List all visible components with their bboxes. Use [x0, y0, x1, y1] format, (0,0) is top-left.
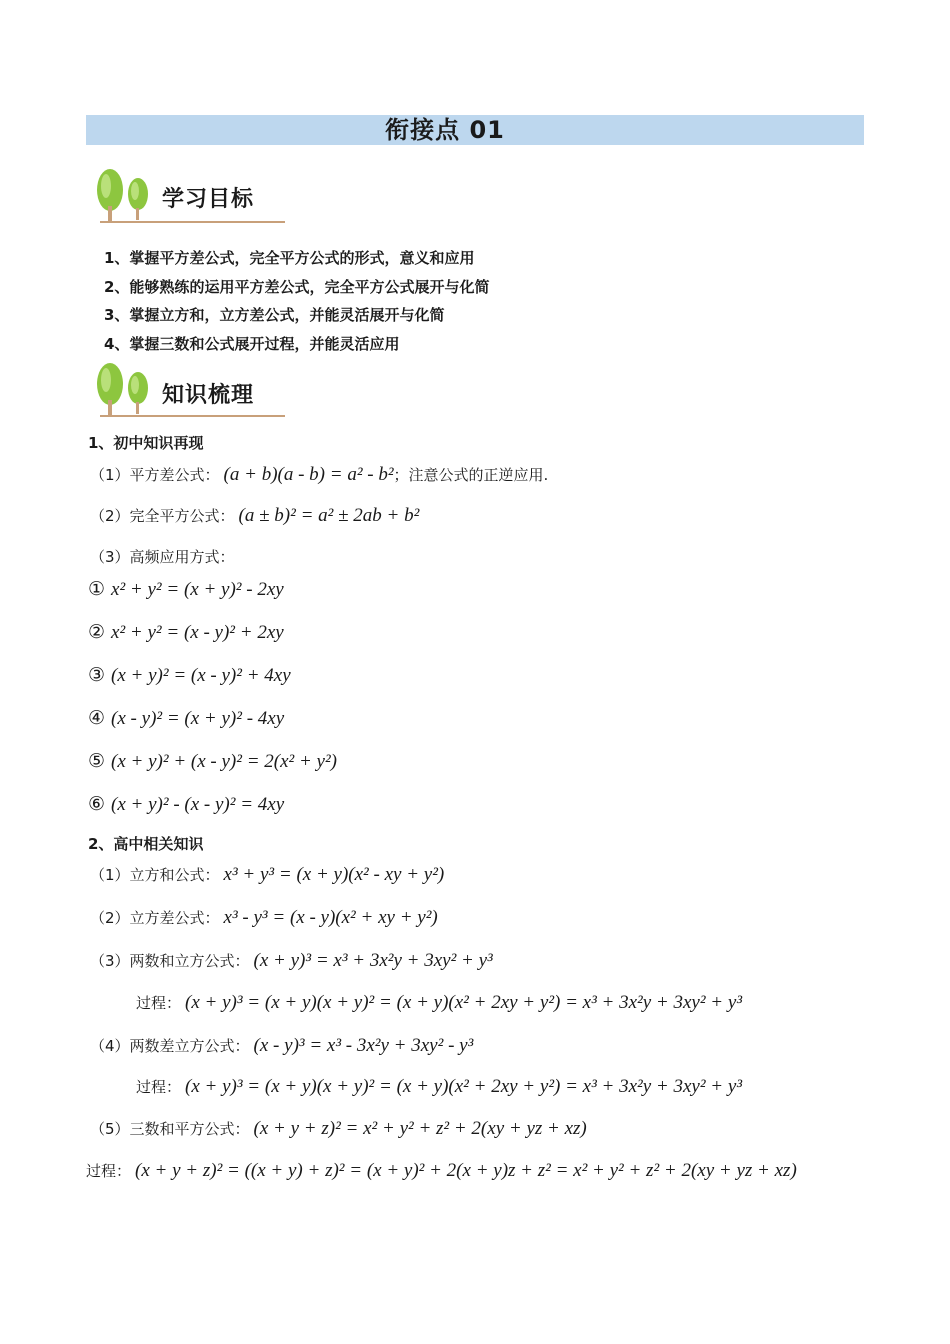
- formula: (x + y)³ = (x + y)(x + y)² = (x + y)(x² + 2xy + y²) = x³ + 3x²y + 3xy² + y³: [185, 992, 743, 1013]
- formula: (x + y)² - (x - y)² = 4xy: [111, 794, 285, 815]
- subsection-heading: 1、初中知识再现: [88, 434, 204, 452]
- formula-note: ；注意公式的正逆应用.: [393, 466, 549, 484]
- application-item: [88, 664, 291, 687]
- section-header-knowledge: [90, 360, 290, 422]
- formula-line: [90, 1035, 473, 1057]
- formula: (x + y + z)² = ((x + y) + z)² = (x + y)² + 2(x + y)z + z² = x² + y² + z² + 2(xy + yz + xz): [135, 1160, 797, 1181]
- formula-line: [90, 546, 235, 567]
- formula: x² + y² = (x - y)² + 2xy: [111, 622, 284, 643]
- application-item: [88, 707, 284, 730]
- application-item: [88, 578, 284, 601]
- circled-number: ③: [88, 664, 106, 686]
- formula: (x + y)³ = (x + y)(x + y)² = (x + y)(x² + 2xy + y²) = x³ + 3x²y + 3xy² + y³: [185, 1076, 743, 1097]
- derivation-label: 过程：: [136, 1078, 182, 1096]
- derivation-line: [136, 1076, 742, 1098]
- section-header-goals: [90, 166, 290, 228]
- formula: (x + y + z)² = x² + y² + z² + 2(xy + yz + xz): [253, 1118, 587, 1139]
- derivation-label: 过程：: [136, 994, 182, 1012]
- formula: (x + y)² + (x - y)² = 2(x² + y²): [111, 751, 338, 772]
- formula: (x + y)³ = x³ + 3x²y + 3xy² + y³: [253, 950, 493, 971]
- formula: x³ - y³ = (x - y)(x² + xy + y²): [223, 907, 438, 928]
- goal-item-3: 3、掌握立方和，立方差公式，并能灵活展开与化简: [104, 306, 445, 324]
- formula-label: （2）立方差公式：: [90, 909, 220, 927]
- formula-line: [90, 464, 548, 486]
- circled-number: ⑤: [88, 750, 106, 772]
- formula: (a ± b)² = a² ± 2ab + b²: [238, 505, 420, 526]
- formula-label: （3）两数和立方公式：: [90, 952, 250, 970]
- circled-number: ②: [88, 621, 106, 643]
- formula-line: [90, 907, 438, 929]
- formula-label: （2）完全平方公式：: [90, 507, 235, 525]
- formula-line: [90, 864, 444, 886]
- page-title: 衔接点 01: [385, 116, 505, 144]
- title-bar: [86, 115, 864, 145]
- derivation-label: 过程：: [86, 1162, 132, 1180]
- formula-label: （1）立方和公式：: [90, 866, 220, 884]
- formula: x³ + y³ = (x + y)(x² - xy + y²): [223, 864, 445, 885]
- formula-line: [90, 950, 493, 972]
- formula-line: [90, 1118, 587, 1140]
- application-item: [88, 621, 284, 644]
- application-item: [88, 750, 337, 773]
- formula-label: （1）平方差公式：: [90, 466, 220, 484]
- section-title-goals: 学习目标: [162, 187, 255, 212]
- formula-line: [90, 505, 419, 527]
- formula: (x - y)² = (x + y)² - 4xy: [111, 708, 285, 729]
- goal-item-1: 1、掌握平方差公式，完全平方公式的形式，意义和应用: [104, 249, 475, 267]
- derivation-line: [136, 992, 742, 1014]
- subsection-heading: 2、高中相关知识: [88, 835, 204, 853]
- formula: (a + b)(a - b) = a² - b²: [223, 464, 394, 485]
- section-title-knowledge: 知识梳理: [162, 383, 255, 408]
- derivation-line: [86, 1160, 797, 1182]
- goal-item-4: 4、掌握三数和公式展开过程，并能灵活应用: [104, 335, 400, 353]
- goal-item-2: 2、能够熟练的运用平方差公式，完全平方公式展开与化简: [104, 278, 490, 296]
- circled-number: ①: [88, 578, 106, 600]
- formula-label: （3）高频应用方式：: [90, 548, 235, 566]
- formula-label: （5）三数和平方公式：: [90, 1120, 250, 1138]
- formula-label: （4）两数差立方公式：: [90, 1037, 250, 1055]
- application-item: [88, 793, 284, 816]
- formula: (x - y)³ = x³ - 3x²y + 3xy² - y³: [253, 1035, 474, 1056]
- circled-number: ⑥: [88, 793, 106, 815]
- circled-number: ④: [88, 707, 106, 729]
- formula: (x + y)² = (x - y)² + 4xy: [111, 665, 291, 686]
- formula: x² + y² = (x + y)² - 2xy: [111, 579, 284, 600]
